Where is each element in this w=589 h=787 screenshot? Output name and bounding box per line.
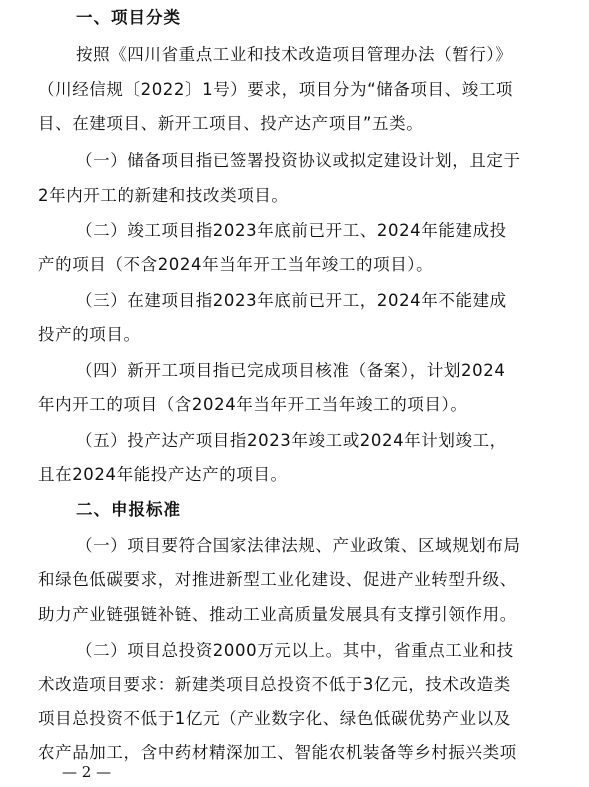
page-number: — 2 — (62, 763, 112, 781)
paragraph-line: 项目总投资不低于1亿元（产业数字化、绿色低碳优势产业以及 (38, 709, 511, 728)
section-heading-project-classification: 一、项目分类 (76, 8, 181, 27)
paragraph-line: （一）储备项目指已签署投资协议或拟定建设计划，且定于 (76, 151, 521, 170)
paragraph-line: （三）在建项目指2023年底前已开工，2024年不能建成 (76, 291, 507, 310)
paragraph-line: （二）竣工项目指2023年底前已开工、2024年能建成投 (76, 221, 507, 240)
paragraph-line: 农产品加工，含中药材精深加工、智能农机装备等乡村振兴类项 (38, 743, 517, 762)
paragraph-line: 和绿色低碳要求，对推进新型工业化建设、促进产业转型升级、 (38, 570, 517, 589)
paragraph-line: 按照《四川省重点工业和技术改造项目管理办法（暂行）》 (76, 45, 513, 64)
paragraph-line: 且在2024年能投产达产的项目。 (38, 465, 288, 484)
paragraph-line: 助力产业链强链补链、推动工业高质量发展具有支撑引领作用。 (38, 605, 517, 624)
paragraph-line: 投产的项目。 (38, 325, 141, 344)
paragraph-line: （二）项目总投资2000万元以上。其中，省重点工业和技 (76, 641, 514, 660)
paragraph-line: （一）项目要符合国家法律法规、产业政策、区域规划布局 (76, 536, 521, 555)
paragraph-line: 术改造项目要求：新建类项目总投资不低于3亿元，技术改造类 (38, 675, 511, 694)
section-heading-application-criteria: 二、申报标准 (76, 500, 181, 519)
paragraph-line: （川经信规〔2022〕1号）要求，项目分为“储备项目、竣工项 (38, 80, 514, 99)
paragraph-line: 2年内开工的新建和技改类项目。 (38, 186, 289, 205)
paragraph-line: （五）投产达产项目指2023年竣工或2024年计划竣工， (76, 431, 507, 450)
paragraph-line: 产的项目（不含2024年当年开工当年竣工的项目）。 (38, 255, 434, 274)
paragraph-line: 年内开工的项目（含2024年当年开工当年竣工的项目）。 (38, 395, 468, 414)
paragraph-line: （四）新开工项目指已完成项目核准（备案），计划2024 (76, 361, 506, 380)
paragraph-line: 目、在建项目、新开工项目、投产达产项目”五类。 (38, 114, 424, 133)
